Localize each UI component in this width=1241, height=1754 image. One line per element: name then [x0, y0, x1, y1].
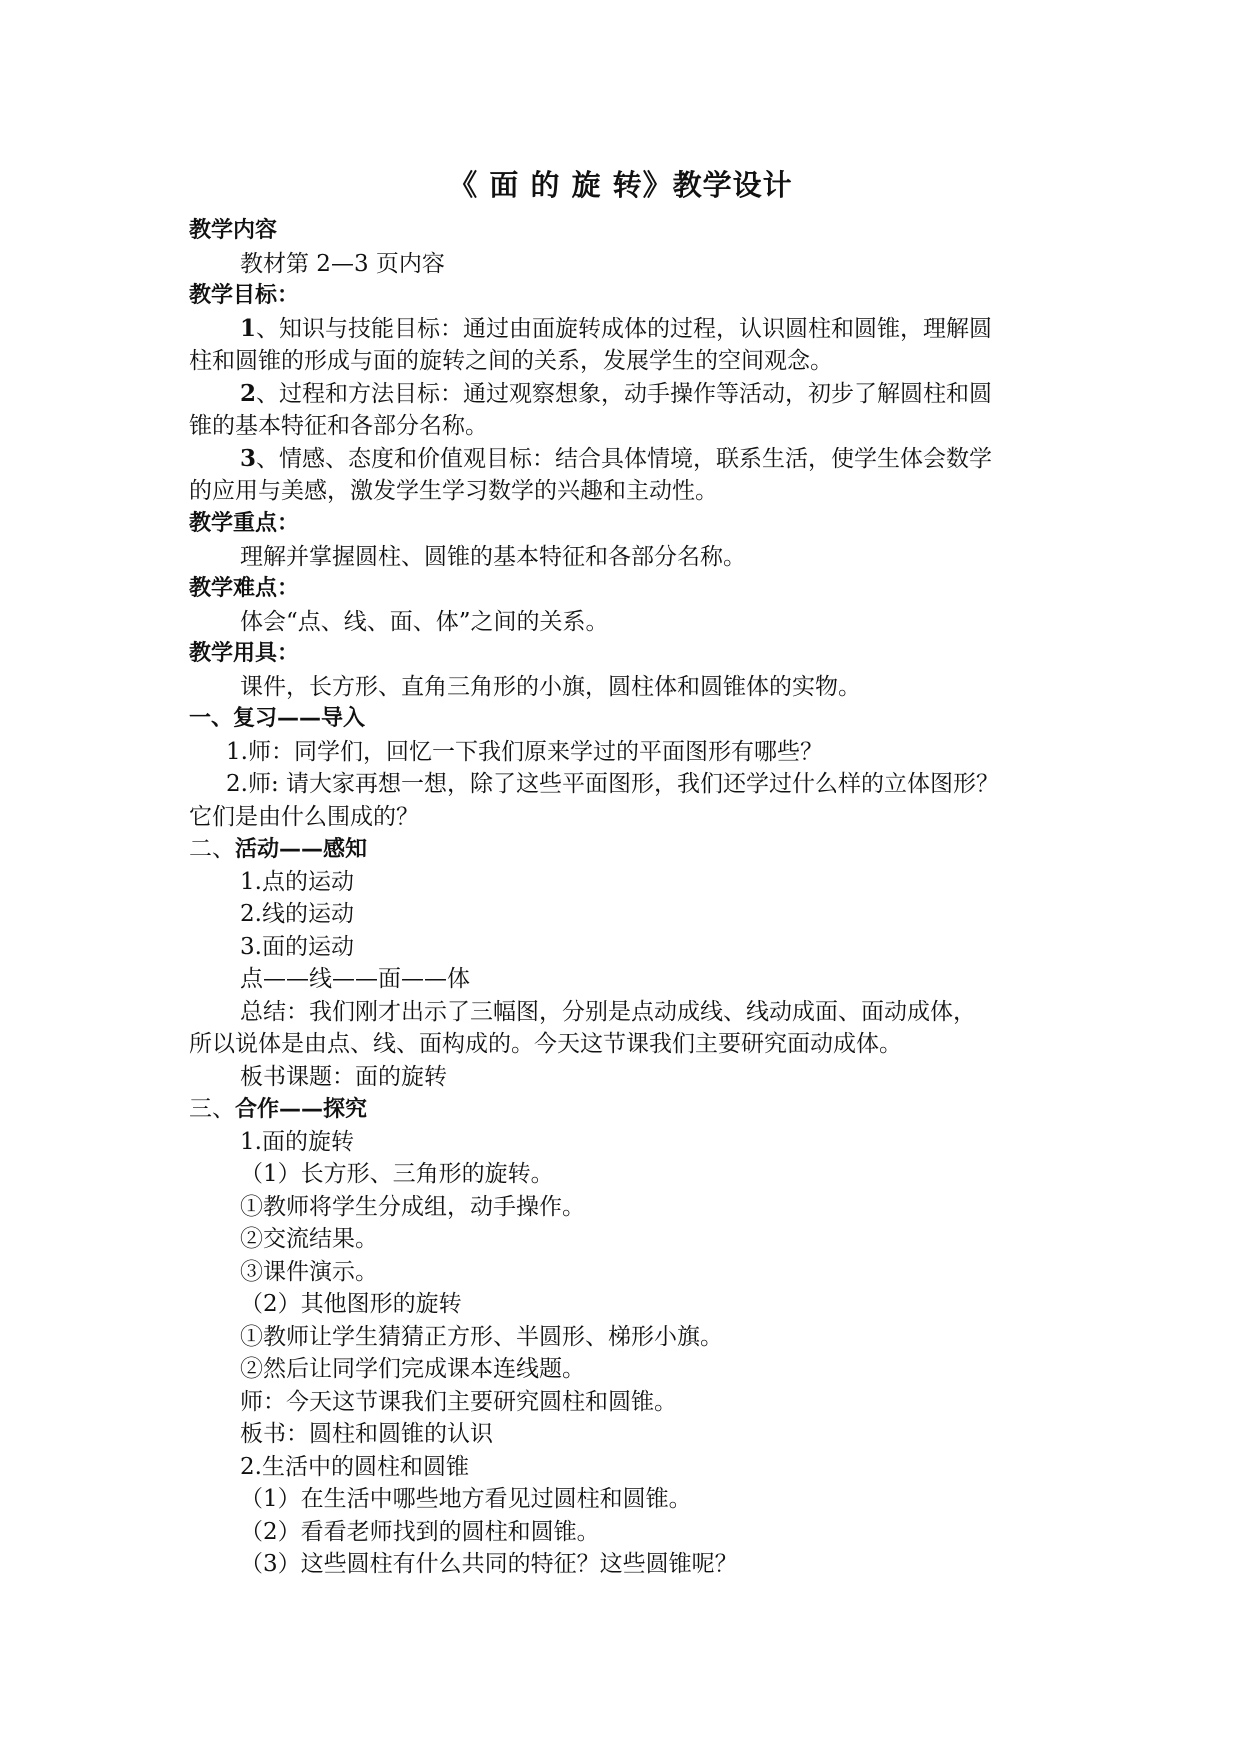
section-2-item-3: 3.面的运动	[240, 934, 354, 960]
section-1-item-2: 2.师: 请大家再想一想，除了这些平面图形，我们还学过什么样的立体图形？	[226, 771, 1000, 797]
section-3-item-1: 1.面的旋转	[240, 1129, 354, 1155]
section-3-item-2: （1）长方形、三角形的旋转。	[240, 1161, 554, 1187]
goal-3-number: 3	[240, 445, 257, 472]
section-2-summary: 总结：我们刚才出示了三幅图，分别是点动成线、线动成面、面动成体，	[240, 999, 976, 1025]
section-1-title: 一、复习——导入	[189, 706, 366, 731]
section-2-item-1: 1.点的运动	[240, 869, 354, 895]
section-2-item-4: 点——线——面——体	[240, 966, 470, 992]
section-2-number: 二、	[189, 836, 235, 862]
goal-1-line-1	[240, 313, 992, 345]
section-3-item-8: ②然后让同学们完成课本连线题。	[240, 1356, 585, 1382]
goal-1-text: 、知识与技能目标：通过由面旋转成体的过程，认识圆柱和圆锥，理解圆	[256, 316, 993, 342]
heading-teaching-content: 教学内容	[189, 218, 278, 243]
goal-2-number: 2	[240, 380, 257, 407]
section-3-item-5: ③课件演示。	[240, 1259, 378, 1285]
key-points-text: 理解并掌握圆柱、圆锥的基本特征和各部分名称。	[240, 544, 746, 570]
section-3-item-13: （2）看看老师找到的圆柱和圆锥。	[240, 1519, 600, 1545]
heading-teaching-goals: 教学目标：	[189, 283, 300, 308]
goal-2-text: 、过程和方法目标：通过观察想象，动手操作等活动，初步了解圆柱和圆	[256, 381, 993, 407]
content-text: 教材第 2—3 页内容	[240, 251, 445, 277]
section-3-name: 合作——探究	[235, 1097, 368, 1122]
section-3-item-7: ①教师让学生猜猜正方形、半圆形、梯形小旗。	[240, 1324, 723, 1350]
section-3-item-12: （1）在生活中哪些地方看见过圆柱和圆锥。	[240, 1486, 692, 1512]
goal-3-text: 、情感、态度和价值观目标：结合具体情境，联系生活，使学生体会数学	[256, 446, 993, 472]
section-1-item-2-cont: 它们是由什么围成的？	[189, 804, 419, 830]
section-2-item-2: 2.线的运动	[240, 901, 354, 927]
section-3-item-14: （3）这些圆柱有什么共同的特征？这些圆锥呢？	[240, 1551, 738, 1577]
section-1-item-1: 1.师：同学们，回忆一下我们原来学过的平面图形有哪些？	[226, 739, 823, 765]
section-3-item-10: 板书：圆柱和圆锥的认识	[240, 1421, 493, 1447]
heading-key-points: 教学重点：	[189, 511, 300, 536]
goal-2-line-1	[240, 378, 992, 410]
goal-1-number: 1	[240, 315, 257, 342]
heading-difficulties: 教学难点：	[189, 576, 300, 601]
section-3-item-11: 2.生活中的圆柱和圆锥	[240, 1454, 469, 1480]
section-2-title	[189, 833, 367, 866]
goal-2-line-2: 锥的基本特征和各部分名称。	[189, 413, 488, 439]
section-3-item-9: 师：今天这节课我们主要研究圆柱和圆锥。	[240, 1389, 677, 1415]
section-3-title	[189, 1093, 367, 1126]
section-3-item-4: ②交流结果。	[240, 1226, 378, 1252]
section-3-item-6: （2）其他图形的旋转	[240, 1291, 462, 1317]
section-3-number: 三、	[189, 1096, 235, 1122]
section-3-item-3: ①教师将学生分成组，动手操作。	[240, 1194, 585, 1220]
section-2-name: 活动——感知	[235, 837, 368, 862]
goal-3-line-2: 的应用与美感，激发学生学习数学的兴趣和主动性。	[189, 478, 718, 504]
section-2-board-title: 板书课题：面的旋转	[240, 1064, 447, 1090]
heading-teaching-tools: 教学用具：	[189, 641, 300, 666]
teaching-tools-text: 课件，长方形、直角三角形的小旗，圆柱体和圆锥体的实物。	[240, 674, 861, 700]
document-title: 《 面 的 旋 转》教学设计	[448, 168, 793, 202]
goal-3-line-1	[240, 443, 992, 475]
difficulties-text: 体会“点、线、面、体”之间的关系。	[240, 609, 609, 635]
goal-1-line-2: 柱和圆锥的形成与面的旋转之间的关系，发展学生的空间观念。	[189, 348, 833, 374]
section-2-summary-cont: 所以说体是由点、线、面构成的。今天这节课我们主要研究面动成体。	[189, 1031, 902, 1057]
